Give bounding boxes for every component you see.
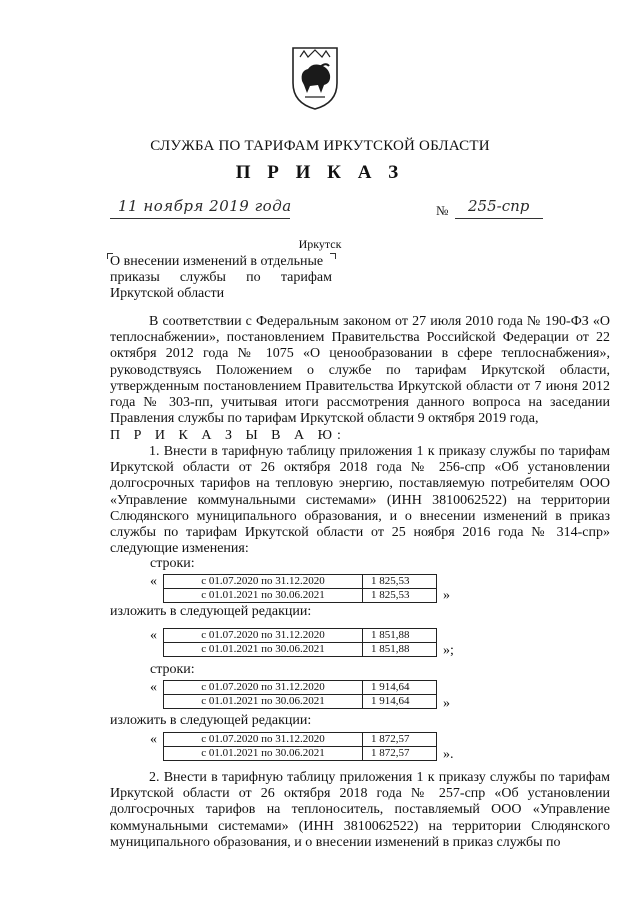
table-row <box>164 643 437 657</box>
subject-line-2: приказы службы по тарифам <box>110 270 332 285</box>
table-row <box>164 747 437 761</box>
value-cell: 1 872,57 <box>363 733 437 747</box>
quote-open-2: « <box>150 628 157 643</box>
quote-open-4: « <box>150 732 157 747</box>
table-row <box>164 695 437 709</box>
value-cell: 1 851,88 <box>363 629 437 643</box>
document-title: П Р И К А З <box>235 162 405 183</box>
label-rows-2: строки: <box>150 662 195 677</box>
preamble-paragraph <box>110 314 610 427</box>
prikazyvayu-heading: П Р И К А З Ы В А Ю: <box>110 428 346 443</box>
quote-close-1: » <box>443 588 450 603</box>
item-1-paragraph <box>110 444 610 557</box>
period-cell: с 01.01.2021 по 30.06.2021 <box>164 747 363 761</box>
quote-close-2: »; <box>443 643 454 658</box>
preamble-text: В соответствии с Федеральным законом от 27 июля 2010 года № 190-ФЗ «О теплоснабжении», постановлением Правительства Российской Федерации от 22 октября 2012 года № 1075 «О ценообразовании в сфере теплоснабжения», руководствуясь Положением о службе по тарифам Иркутской области, утвержденным постановлением Правительства Иркутской области от 7 июня 2012 года № 303-пп, учитывая итоги рассмотрения данного вопроса на заседании Правления службы по тарифам Иркутской области 9 октября 2019 года, <box>110 314 610 427</box>
organization-name: СЛУЖБА ПО ТАРИФАМ ИРКУТСКОЙ ОБЛАСТИ <box>150 138 490 154</box>
tariff-table-4 <box>163 732 437 761</box>
tariff-table-2 <box>163 628 437 657</box>
table-row <box>164 733 437 747</box>
number-underline <box>455 218 543 219</box>
label-replace-2: изложить в следующей редакции: <box>110 713 312 728</box>
label-rows-1: строки: <box>150 556 195 571</box>
period-cell: с 01.07.2020 по 31.12.2020 <box>164 681 363 695</box>
city-name: Иркутск <box>298 237 342 251</box>
table-row <box>164 629 437 643</box>
handwritten-number: 255-спр <box>468 197 530 215</box>
subject-line-1: О внесении изменений в отдельные <box>110 254 324 269</box>
period-cell: с 01.07.2020 по 31.12.2020 <box>164 575 363 589</box>
value-cell: 1 825,53 <box>363 575 437 589</box>
item-2-paragraph <box>110 770 610 851</box>
number-sign: № <box>436 203 449 218</box>
tariff-table-3 <box>163 680 437 709</box>
tariff-table-1 <box>163 574 437 603</box>
period-cell: с 01.07.2020 по 31.12.2020 <box>164 629 363 643</box>
quote-open-3: « <box>150 680 157 695</box>
quote-close-4: ». <box>443 747 454 762</box>
period-cell: с 01.01.2021 по 30.06.2021 <box>164 695 363 709</box>
quote-close-3: » <box>443 696 450 711</box>
handwritten-date: 11 ноября 2019 года <box>118 197 292 215</box>
quote-open-1: « <box>150 574 157 589</box>
label-replace-1: изложить в следующей редакции: <box>110 604 312 619</box>
value-cell: 1 851,88 <box>363 643 437 657</box>
table-row <box>164 589 437 603</box>
value-cell: 1 914,64 <box>363 695 437 709</box>
subject-line-3: Иркутской области <box>110 286 225 301</box>
date-underline <box>110 218 290 219</box>
period-cell: с 01.07.2020 по 31.12.2020 <box>164 733 363 747</box>
table-row <box>164 575 437 589</box>
subject-block <box>110 254 332 302</box>
coat-of-arms-emblem <box>290 45 340 111</box>
item-2-text: 2. Внести в тарифную таблицу приложения 1 к приказу службы по тарифам Иркутской области от 26 октября 2018 года № 257-спр «Об установлении долгосрочных тарифов на теплоноситель, поставляемый ООО «Управление коммунальными системами» (ИНН 3810062522) на территории Слюдянского муниципального образования, и о внесении изменений в приказ службы по <box>110 770 610 850</box>
period-cell: с 01.01.2021 по 30.06.2021 <box>164 643 363 657</box>
table-row <box>164 681 437 695</box>
period-cell: с 01.01.2021 по 30.06.2021 <box>164 589 363 603</box>
value-cell: 1 872,57 <box>363 747 437 761</box>
item-1-text: 1. Внести в тарифную таблицу приложения 1 к приказу службы по тарифам Иркутской области от 26 октября 2018 года № 256-спр «Об установлении долгосрочных тарифов на тепловую энергию, поставляемую потребителям ООО «Управление коммунальными системами» (ИНН 3810062522) на территории Слюдянского муниципального образования, и о внесении изменений в приказ службы по тарифам Иркутской области от 25 ноября 2016 года № 314-спр» следующие изменения: <box>110 444 610 557</box>
value-cell: 1 825,53 <box>363 589 437 603</box>
value-cell: 1 914,64 <box>363 681 437 695</box>
